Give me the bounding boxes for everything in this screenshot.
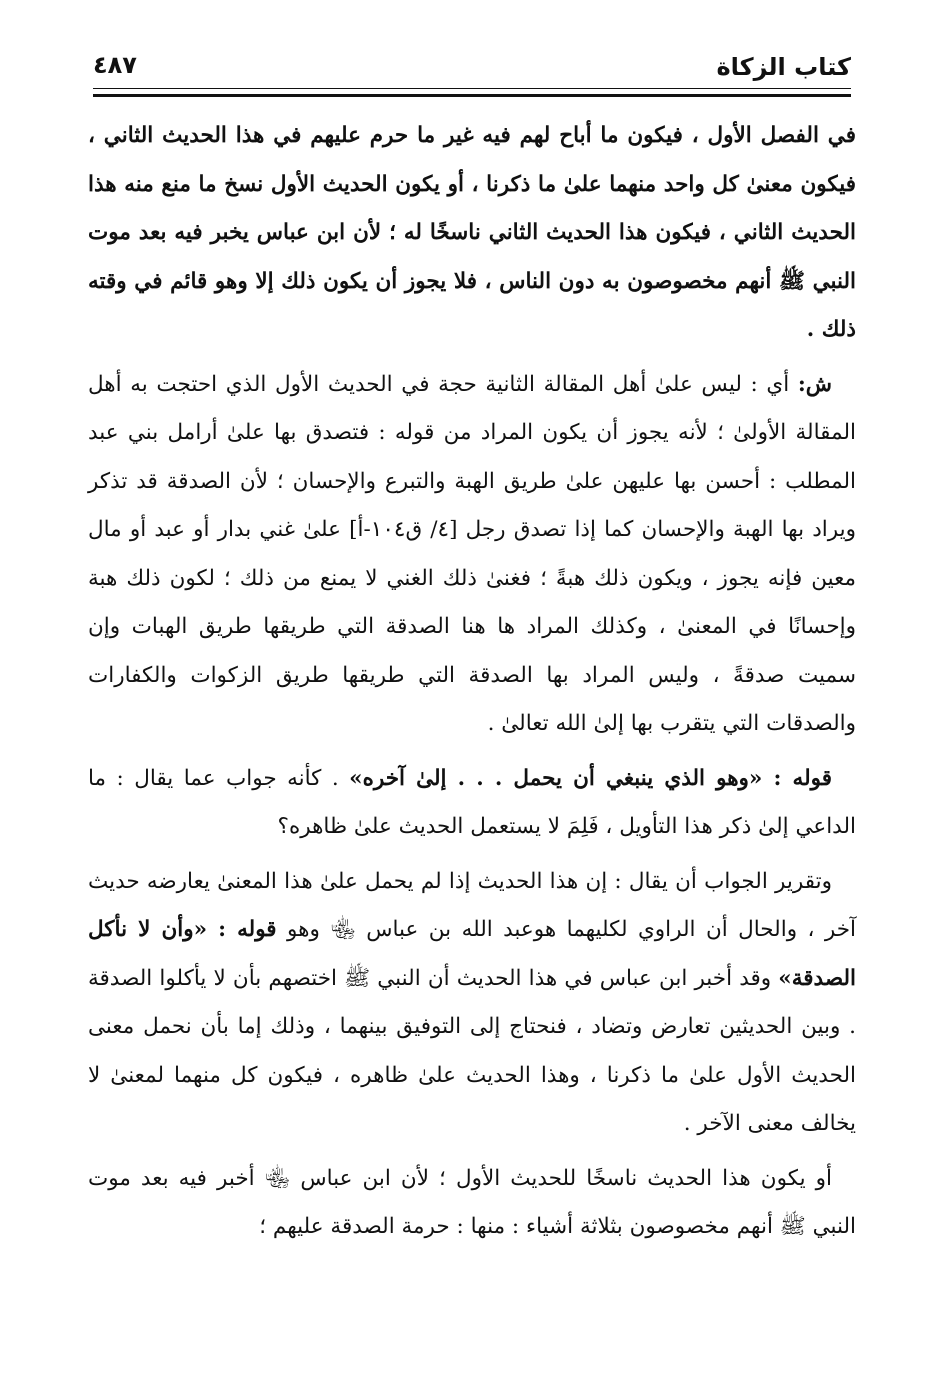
sharh-text: أي : ليس علىٰ أهل المقالة الثانية حجة في الحديث الأول الذي احتجت به أهل المقالة الأولىٰ ؛ لأنه يجوز أن يكون المراد من قوله : فتصدق بها علىٰ أرامل بني عبد المطلب : أحسن بها عليهن علىٰ طريق الهبة والتبرع والإحسان ؛ لأن الصدقة قد تذكر ويراد بها الهبة والإحسان كما إذا تصدق رجل [٤/ ق١٠٤-أ] علىٰ غني بدار أو عبد أو مال معين فإنه يجوز ، ويكون ذلك هبةً ؛ فغنىٰ ذلك الغني لا يمنع من ذلك ؛ لكون ذلك هبة وإحسانًا في المعنىٰ ، وكذلك المراد ها هنا الصدقة التي طريقها طريق الهبات وإن سميت صدقةً ، وليس المراد بها الصدقة التي طريقها طريق الزكوات والكفارات والصدقات التي يتقرب بها إلىٰ الله تعالىٰ . — [88, 371, 856, 736]
qawluhu-text: . كأنه جواب عما يقال : ما الداعي إلىٰ ذكر هذا التأويل ، فَلِمَ لا يستعمل الحديث علىٰ ظاهره؟ — [88, 765, 856, 839]
matn-paragraph — [88, 112, 856, 355]
page-header — [93, 44, 851, 92]
answer-paragraph — [88, 858, 856, 1149]
abrogation-text: أو يكون هذا الحديث ناسخًا للحديث الأول ؛ لأن ابن عباس ﵄ أخبر فيه بعد موت النبي ﷺ أنهم مخصوصون بثلاثة أشياء : منها : حرمة الصدقة عليهم ؛ — [88, 1165, 856, 1239]
abrogation-paragraph — [88, 1155, 856, 1252]
quoted-phrase: قوله : «وهو الذي ينبغي أن يحمل . . . إلىٰ آخره» — [349, 765, 832, 791]
sharh-marker: ش: — [797, 371, 832, 397]
answer-text-b: وقد أخبر ابن عباس في هذا الحديث أن النبي ﷺ اختصهم بأن لا يأكلوا الصدقة . وبين الحديثين تعارض وتضاد ، فنحتاج إلى التوفيق بينهما ، وذلك إما بأن نحمل معنى الحديث الأول علىٰ ما ذكرنا ، وهذا الحديث علىٰ ظاهره ، فيكون كل منهما لمعنىٰ لا يخالف معنى الآخر . — [88, 965, 856, 1136]
matn-text: في الفصل الأول ، فيكون ما أباح لهم فيه غير ما حرم عليهم في هذا الحديث الثاني ، فيكون معنىٰ كل واحد منهما علىٰ ما ذكرنا ، أو يكون الحديث الأول نسخ ما منع منه هذا الحديث الثاني ، فيكون هذا الحديث الثاني ناسخًا له ؛ لأن ابن عباس يخبر فيه بعد موت النبي ﷺ أنهم مخصوصون به دون الناس ، فلا يجوز أن يكون ذلك إلا وهو قائم في وقته ذلك . — [88, 123, 856, 342]
page-number: ٤٨٧ — [93, 51, 137, 79]
answer-text-a: وتقرير الجواب أن يقال : إن هذا الحديث إذا لم يحمل علىٰ هذا المعنىٰ يعارضه حديث آخر ، والحال أن الراوي لكليهما هوعبد الله بن عباس ﵄ وهو — [88, 868, 856, 942]
answer-bold-quote: قوله : «وأن لا نأكل الصدقة» — [88, 917, 856, 991]
qawluhu-paragraph — [88, 755, 856, 852]
header-rule-thick — [93, 94, 851, 97]
page-body — [88, 112, 856, 1252]
header-rule-thin — [93, 88, 851, 89]
book-title: كتاب الزكاة — [716, 53, 851, 81]
sharh-paragraph — [88, 361, 856, 749]
